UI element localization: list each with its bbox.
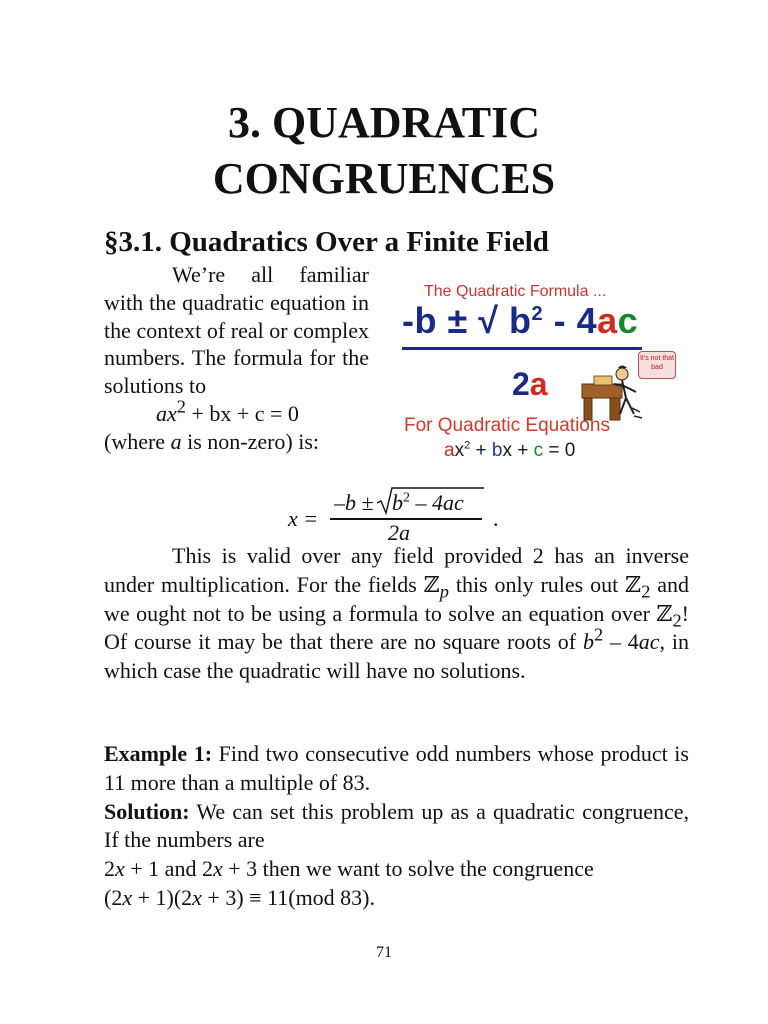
where-pre: (where: [104, 428, 171, 454]
formula-numerator-text: –b ±: [334, 490, 374, 515]
l4-a: (2: [104, 884, 123, 910]
formula-radicand: [392, 490, 464, 516]
fig-den-a: a: [529, 366, 548, 402]
speech-bubble: It's not that bad: [638, 351, 676, 379]
fig-eq-plus2: +: [511, 440, 534, 461]
quadratic-formula-figure: [398, 278, 675, 468]
l4-x2: x: [192, 884, 202, 910]
body-z2-sub: 2: [641, 581, 651, 602]
fig-eq-b: b: [491, 440, 503, 461]
body-z2b-z: ℤ: [656, 600, 673, 626]
chapter-title-line1: 3. QUADRATIC: [227, 98, 541, 147]
formula-numerator: [334, 490, 374, 516]
fig-eq-c: c: [533, 440, 544, 461]
section-title: §3.1. Quadratics Over a Finite Field: [104, 226, 549, 258]
figure-title: The Quadratic Formula ...: [424, 283, 607, 300]
l3-a: 2: [104, 856, 115, 882]
figure-subtitle: For Quadratic Equations: [404, 415, 610, 436]
fig-num-mid: - 4: [543, 300, 598, 341]
chapter-title-line2: CONGRUENCES: [212, 154, 556, 203]
eq-rest: + bx + c = 0: [185, 400, 299, 426]
l4-b: + 1)(2: [132, 884, 193, 910]
solution-line3: [104, 855, 689, 884]
intro-paragraph: [104, 261, 369, 456]
where-post: is non-zero) is:: [181, 428, 320, 454]
solution-text: We can set this problem up as a quadratic congruence, If the numbers are: [104, 798, 689, 853]
fig-eq-a: a: [444, 440, 455, 461]
fig-num-a: a: [597, 300, 618, 341]
fig-eq-x: x: [454, 440, 465, 461]
chapter-title: [0, 95, 768, 207]
figure-fraction-bar: [402, 347, 642, 350]
solution-statement: [104, 798, 689, 856]
figure-equation: [444, 440, 575, 462]
formula-lhs: [288, 506, 318, 532]
fig-den-num: 2: [512, 366, 530, 402]
body-s2: this only rules out: [448, 571, 626, 597]
fig-eq-sq: 2: [464, 439, 471, 452]
fig-num-sq: 2: [531, 303, 544, 325]
body-ac: ac: [638, 629, 660, 655]
quadratic-equation: $ax^2$ + bx + c = 0: [156, 396, 299, 426]
formula-lhs-text: x =: [288, 506, 319, 531]
l3-x: x: [115, 856, 125, 882]
l4-x: x: [122, 884, 133, 910]
body-sq: 2: [593, 625, 604, 646]
body-b: b: [582, 629, 594, 655]
figure-denominator: [512, 366, 548, 403]
eq-ax: ax: [156, 400, 177, 426]
body-zp-z: ℤ: [423, 571, 440, 597]
example-block: [104, 740, 689, 913]
page-number: 71: [376, 944, 392, 961]
radicand-b: b: [392, 490, 403, 515]
where-var: a: [170, 428, 182, 454]
example-statement: [104, 740, 689, 798]
body-s6: , in which case the quadratic will have no solutions.: [104, 629, 689, 684]
body-s4: ! Of course it may be that there are no square roots of: [104, 600, 689, 655]
radicand-sq: 2: [403, 490, 410, 506]
fig-eq-end: = 0: [543, 440, 576, 461]
formula-denominator-text: 2a: [388, 520, 410, 545]
where-clause: [104, 428, 369, 456]
body-z2b-sub: 2: [672, 609, 682, 630]
example-text: Find two consecutive odd numbers whose product is 11 more than a multiple of 83.: [104, 741, 689, 795]
body-s5: – 4: [603, 629, 639, 655]
body-s3: and we ought not to be using a formula to solve an equation over: [104, 571, 690, 626]
l3-c: + 3 then we want to solve the congruence: [222, 856, 594, 882]
solution-label: Solution:: [104, 798, 190, 824]
body-s1: This is valid over any field provided 2 has an inverse under multiplication. For the fields: [104, 543, 689, 597]
l3-x2: x: [212, 856, 223, 882]
l3-b: + 1 and 2: [124, 856, 213, 882]
fig-eq-x2: x: [502, 440, 512, 461]
solution-line4: [104, 884, 689, 913]
radicand-rest: – 4ac: [410, 490, 464, 515]
l4-c: + 3) ≡ 11(mod 83).: [201, 884, 376, 910]
body-z2-z: ℤ: [625, 571, 642, 597]
formula-period: .: [493, 506, 499, 531]
fig-num-prefix: -b ± √ b: [402, 300, 532, 341]
example-label: Example 1:: [104, 741, 213, 766]
intro-text: We’re all familiar with the quadratic equation in the context of real or complex numbers. The formula for the solutions to: [104, 262, 369, 399]
figure-numerator: [402, 300, 638, 342]
fig-num-c: c: [617, 300, 639, 341]
body-paragraph: [104, 542, 689, 686]
body-zp-p: p: [439, 581, 449, 602]
fig-eq-plus1: +: [470, 440, 492, 461]
